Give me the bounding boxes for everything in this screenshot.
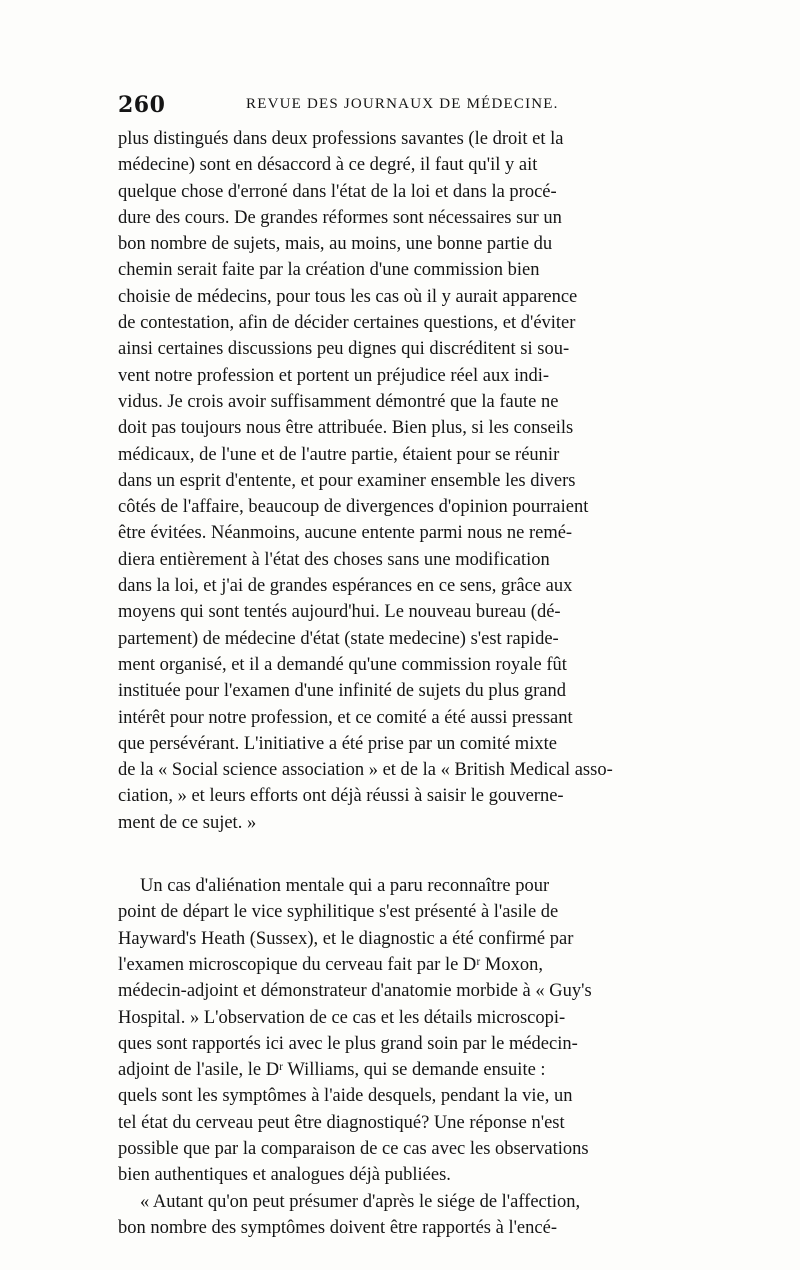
text-line: bon nombre de sujets, mais, au moins, une bonne partie du	[118, 234, 553, 255]
text-line: être évitées. Néanmoins, aucune entente parmi nous ne remé-	[118, 523, 573, 544]
text-line: partement) de médecine d'état (state medecine) s'est rapide-	[118, 628, 559, 649]
paragraph-1	[118, 126, 673, 836]
text-line: vent notre profession et portent un préjudice réel aux indi-	[118, 365, 550, 386]
text-line: intérêt pour notre profession, et ce comité a été aussi pressant	[118, 707, 573, 728]
text-line: ciation, » et leurs efforts ont déjà réussi à saisir le gouverne-	[118, 786, 564, 807]
text-line: que persévérant. L'initiative a été prise par un comité mixte	[118, 733, 557, 754]
text-line: moyens qui sont tentés aujourd'hui. Le nouveau bureau (dé-	[118, 602, 561, 623]
text-line: possible que par la comparaison de ce cas avec les observations	[118, 1138, 589, 1159]
text-line: médecine) sont en désaccord à ce degré, il faut qu'il y ait	[118, 155, 538, 176]
text-line: ainsi certaines discussions peu dignes qui discréditent si sou-	[118, 339, 570, 360]
text-line: Un cas d'aliénation mentale qui a paru reconnaître pour	[140, 876, 550, 897]
paragraph-2	[118, 873, 673, 1189]
text-line: Hospital. » L'observation de ce cas et les détails microscopi-	[118, 1007, 566, 1028]
text-line: côtés de l'affaire, beaucoup de divergences d'opinion pourraient	[118, 497, 589, 518]
text-line: quels sont les symptômes à l'aide desquels, pendant la vie, un	[118, 1086, 573, 1107]
text-line: ques sont rapportés ici avec le plus grand soin par le médecin-	[118, 1033, 578, 1054]
text-line: de contestation, afin de décider certaines questions, et d'éviter	[118, 313, 576, 334]
text-line: bon nombre des symptômes doivent être rapportés à l'encé-	[118, 1217, 557, 1238]
text-line: de la « Social science association » et de la « British Medical asso-	[118, 760, 613, 781]
text-line: chemin serait faite par la création d'une commission bien	[118, 260, 540, 281]
paragraph-3	[118, 1189, 673, 1242]
text-line: « Autant qu'on peut présumer d'après le siége de l'affection,	[140, 1191, 581, 1212]
text-line: vidus. Je crois avoir suffisamment démontré que la faute ne	[118, 391, 559, 412]
text-line: bien authentiques et analogues déjà publiées.	[118, 1165, 451, 1186]
text-line: médecin-adjoint et démonstrateur d'anatomie morbide à « Guy's	[118, 981, 592, 1002]
text-line: dure des cours. De grandes réformes sont nécessaires sur un	[118, 207, 562, 228]
page-number: 260	[118, 92, 166, 118]
text-line: dans un esprit d'entente, et pour examiner ensemble les divers	[118, 470, 576, 491]
text-line: instituée pour l'examen d'une infinité de sujets du plus grand	[118, 681, 567, 702]
text-line: Hayward's Heath (Sussex), et le diagnostic a été confirmé par	[118, 928, 574, 949]
body-text	[118, 126, 673, 1241]
text-line: l'examen microscopique du cerveau fait par le Dʳ Moxon,	[118, 954, 543, 975]
text-line: adjoint de l'asile, le Dʳ Williams, qui se demande ensuite :	[118, 1060, 546, 1081]
text-line: plus distingués dans deux professions savantes (le droit et la	[118, 129, 564, 149]
text-line: dans la loi, et j'ai de grandes espérances en ce sens, grâce aux	[118, 576, 573, 597]
page-header	[118, 92, 678, 120]
running-title: REVUE DES JOURNAUX DE MÉDECINE.	[246, 96, 559, 112]
text-line: diera entièrement à l'état des choses sans une modification	[118, 549, 550, 570]
text-line: médicaux, de l'une et de l'autre partie, étaient pour se réunir	[118, 444, 560, 465]
text-line: doit pas toujours nous être attribuée. Bien plus, si les conseils	[118, 418, 574, 439]
text-line: point de départ le vice syphilitique s'est présenté à l'asile de	[118, 902, 559, 923]
paragraph-gap	[118, 836, 673, 873]
text-line: quelque chose d'erroné dans l'état de la loi et dans la procé-	[118, 181, 557, 202]
text-line: choisie de médecins, pour tous les cas où il y aurait apparence	[118, 286, 578, 307]
text-line: ment organisé, et il a demandé qu'une commission royale fût	[118, 654, 567, 675]
text-line: tel état du cerveau peut être diagnostiqué? Une réponse n'est	[118, 1112, 565, 1133]
text-line: ment de ce sujet. »	[118, 812, 257, 833]
